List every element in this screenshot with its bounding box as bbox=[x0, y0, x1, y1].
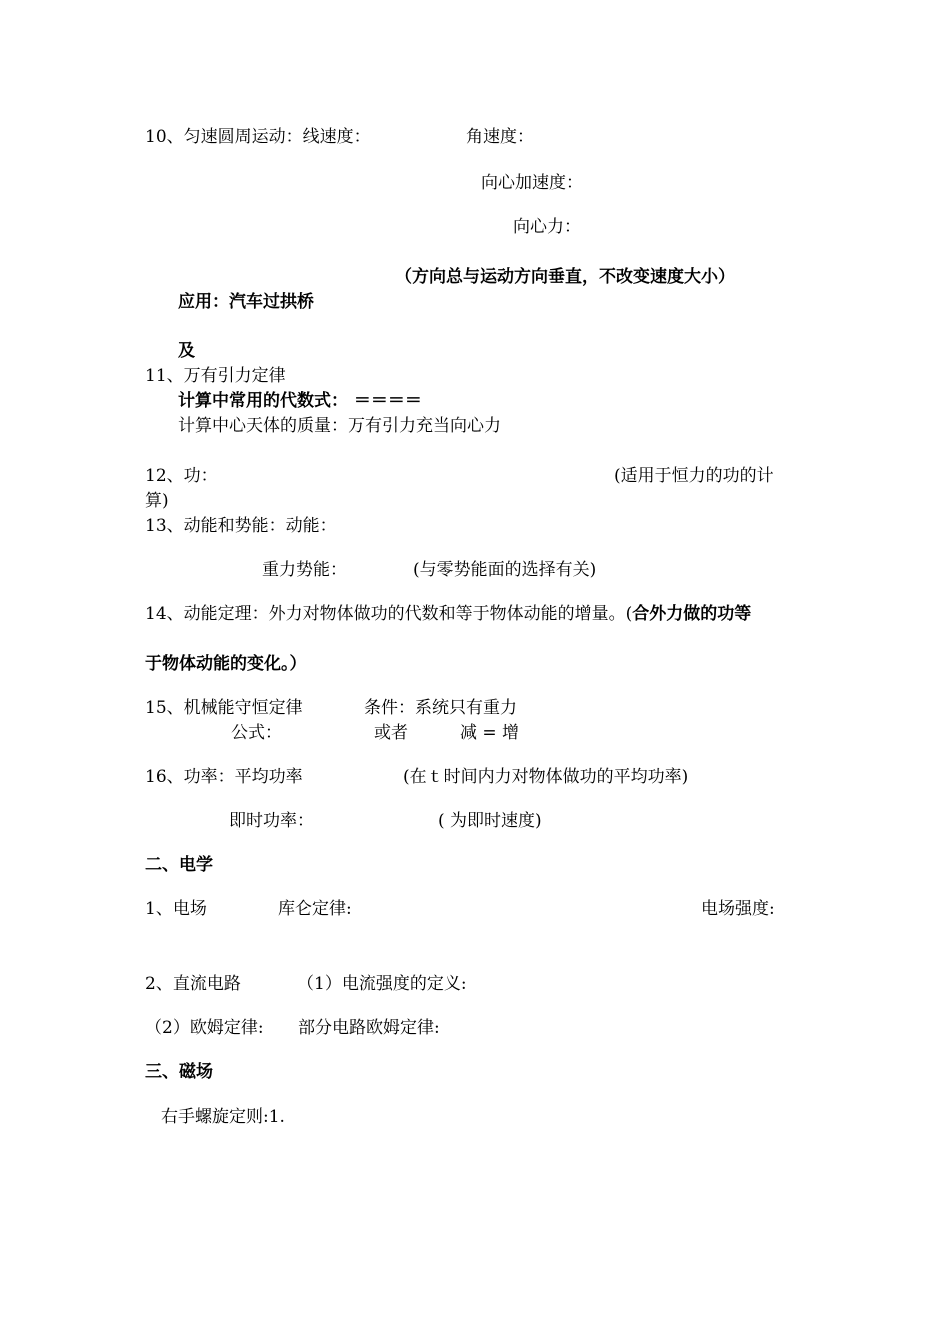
item15-formula-label: 公式： bbox=[231, 723, 282, 743]
item13-potential: 重力势能： bbox=[262, 560, 347, 580]
item16-title: 16、功率：平均功率 bbox=[145, 767, 303, 787]
item14-text bbox=[145, 604, 751, 624]
item13-title: 13、动能和势能：动能： bbox=[145, 516, 337, 536]
item12-note-b: 算) bbox=[145, 491, 169, 511]
item11-formula-line: 计算中常用的代数式： ＝＝＝＝ bbox=[178, 391, 422, 411]
item12-title: 12、功： bbox=[145, 466, 218, 486]
current-definition: （1）电流强度的定义: bbox=[297, 974, 467, 994]
electricity-heading: 二、电学 bbox=[145, 855, 213, 875]
item10-centripetal-force: 向心力： bbox=[513, 217, 581, 237]
magnetism-heading: 三、磁场 bbox=[145, 1062, 213, 1082]
item10-centripetal-accel: 向心加速度： bbox=[481, 173, 583, 193]
item14-bold-a: 合外力做的功等 bbox=[632, 604, 752, 624]
item16-instant: 即时功率： bbox=[229, 811, 314, 831]
ohm-law: （2）欧姆定律: bbox=[145, 1018, 264, 1038]
item15-or: 或者 bbox=[374, 723, 408, 743]
item10-and: 及 bbox=[178, 341, 195, 361]
item11-central-mass: 计算中心天体的质量：万有引力充当向心力 bbox=[178, 416, 501, 436]
electric-field: 1、电场 bbox=[145, 899, 207, 919]
partial-ohm-law: 部分电路欧姆定律: bbox=[298, 1018, 440, 1038]
field-strength: 电场强度: bbox=[701, 899, 775, 919]
item10-application: 应用：汽车过拱桥 bbox=[178, 292, 314, 312]
item12-note-a: (适用于恒力的功的计 bbox=[614, 466, 774, 486]
dc-circuit: 2、直流电路 bbox=[145, 974, 241, 994]
item10-direction-note: （方向总与运动方向垂直，不改变速度大小） bbox=[395, 267, 735, 287]
item10-angular-velocity: 角速度： bbox=[466, 127, 534, 147]
item13-potential-note: (与零势能面的选择有关) bbox=[413, 560, 597, 580]
item15-condition: 条件：系统只有重力 bbox=[364, 698, 517, 718]
coulomb-law: 库仑定律: bbox=[278, 899, 352, 919]
right-hand-rule: 右手螺旋定则:1. bbox=[161, 1107, 285, 1127]
item14-bold-b: 于物体动能的变化。） bbox=[145, 654, 307, 674]
item15-title: 15、机械能守恒定律 bbox=[145, 698, 303, 718]
item16-instant-note: ( 为即时速度) bbox=[438, 811, 542, 831]
item15-dec-inc: 减 = 增 bbox=[460, 723, 520, 743]
item10-title: 10、匀速圆周运动：线速度： bbox=[145, 127, 371, 147]
item14-statement: 14、动能定理：外力对物体做功的代数和等于物体动能的增量。( bbox=[145, 604, 633, 624]
item16-avg-note: (在ｔ时间内力对物体做功的平均功率) bbox=[403, 767, 689, 787]
item11-title: 11、万有引力定律 bbox=[145, 366, 286, 386]
